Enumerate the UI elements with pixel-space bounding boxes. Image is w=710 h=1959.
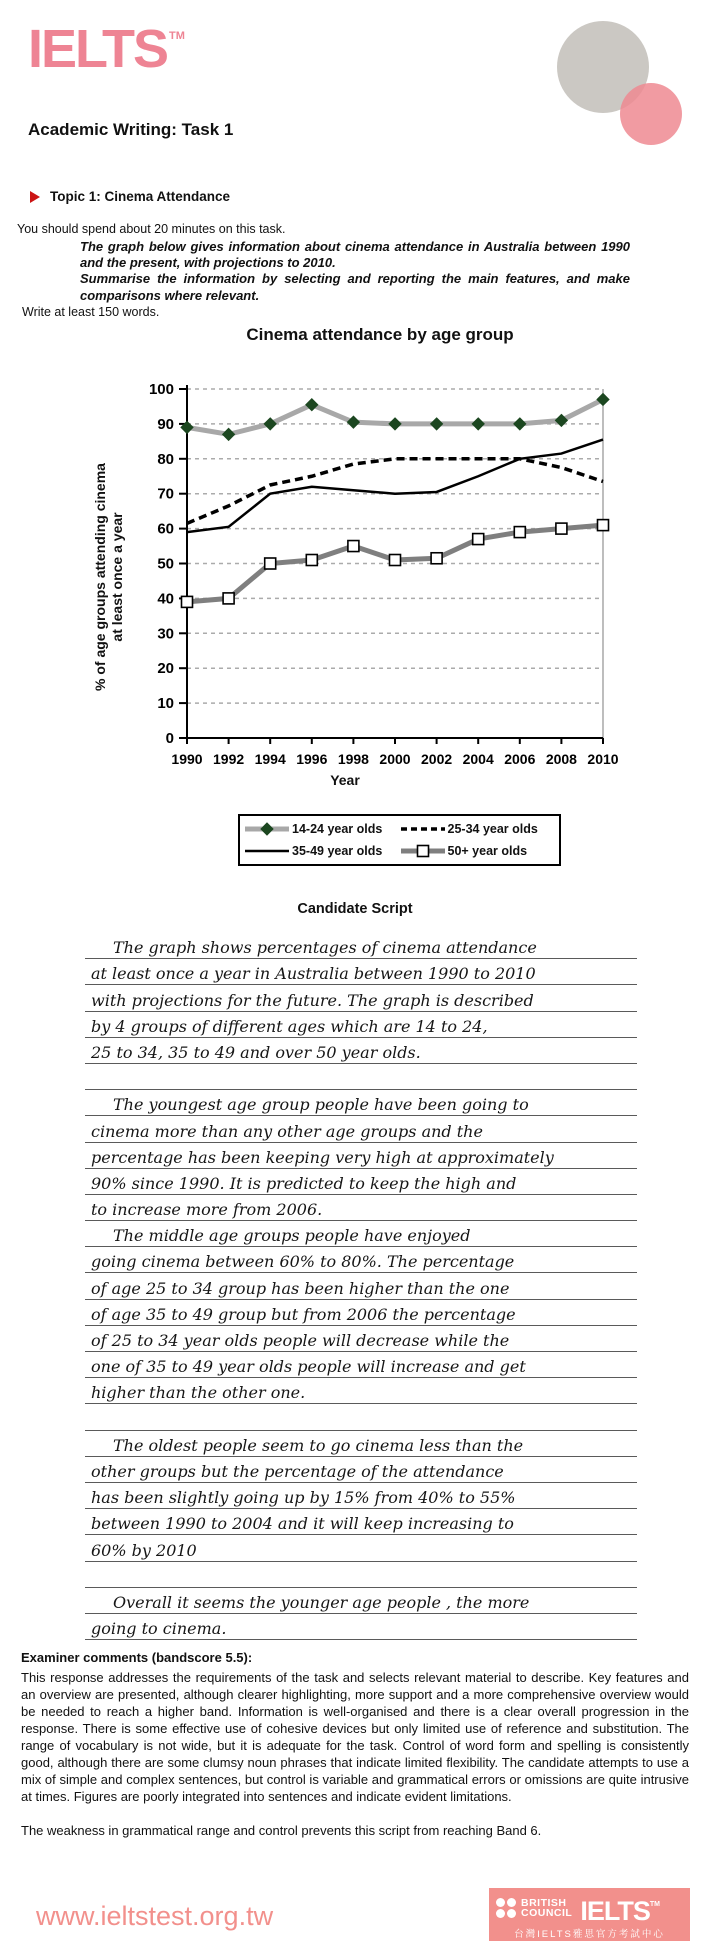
handwritten-line: one of 35 to 49 year olds people will increase and get (85, 1352, 637, 1378)
legend-swatch-icon (244, 821, 290, 837)
examiner-conclusion: The weakness in grammatical range and control prevents this script from reaching Band 6. (21, 1823, 542, 1838)
svg-text:1994: 1994 (254, 751, 286, 767)
svg-text:1990: 1990 (171, 751, 203, 767)
handwritten-line: The middle age groups people have enjoyed (85, 1221, 637, 1247)
series-25-34-year-olds (187, 459, 603, 524)
examiner-heading: Examiner comments (bandscore 5.5): (21, 1650, 253, 1665)
handwritten-line: of age 25 to 34 group has been higher than the one (85, 1273, 637, 1299)
ielts-logo-text: IELTS (28, 19, 168, 79)
svg-text:90: 90 (157, 415, 174, 433)
handwritten-line: other groups but the percentage of the attendance (85, 1457, 637, 1483)
handwritten-line: cinema more than any other age groups and the (85, 1116, 637, 1142)
svg-text:100: 100 (148, 381, 174, 398)
handwritten-line: 60% by 2010 (85, 1535, 637, 1561)
svg-text:1998: 1998 (337, 751, 369, 767)
legend-item (244, 818, 400, 840)
x-axis-title: Year (330, 772, 360, 788)
handwritten-line: by 4 groups of different ages which are 14 to 24, (85, 1012, 637, 1038)
svg-text:30: 30 (157, 625, 174, 643)
svg-text:0: 0 (165, 730, 174, 747)
bc-chinese-caption: 台灣IELTS雅思官方考試中心 (514, 1929, 665, 1940)
handwritten-line: going to cinema. (85, 1614, 637, 1640)
examiner-body: This response addresses the requirements of the task and selects relevant material to describe. Key features and an overview are presented, although clearer highlighting, more support and a more comprehensive overview would be needed to reach a higher band. Information is well-organised and there is a clear overall progression in the response. There is some effective use of cohesive devices but only limited use of reference and substitution. The range of vocabulary is not wide, but it is adequate for the task. Control of word form and spelling is consistently good, although there are some clumsy noun phrases that indicate limited flexibility. The candidate attempts to use a mix of simple and complex sentences, but control is variable and grammatical errors or omissions are quite intrusive at times. Figures are poorly integrated into sentences and indicate evident limitations. (21, 1670, 689, 1804)
task-prompt-2: Summarise the information by selecting and reporting the main features, and make comparisons where relevant. (80, 271, 630, 303)
svg-text:40: 40 (157, 590, 174, 608)
chart-plot (80, 340, 620, 772)
handwritten-line: 25 to 34, 35 to 49 and over 50 year olds. (85, 1038, 637, 1064)
candidate-script-heading: Candidate Script (297, 901, 413, 917)
svg-text:60: 60 (157, 520, 174, 538)
task-prompt-1: The graph below gives information about cinema attendance in Australia between 1990 and the present, with projections to 2010. (80, 239, 630, 271)
svg-text:1996: 1996 (296, 751, 328, 767)
british-council-dots-icon (496, 1898, 516, 1918)
svg-text:10: 10 (157, 695, 174, 713)
svg-text:2004: 2004 (462, 751, 494, 767)
handwritten-line (85, 1404, 637, 1430)
bc-logo-top-row (496, 1893, 683, 1926)
svg-text:50: 50 (157, 555, 174, 573)
footer-ielts-wordmark: IELTS™ (580, 1896, 660, 1926)
topic-arrow-icon (30, 191, 40, 203)
handwritten-line (85, 1562, 637, 1588)
chart-area (80, 340, 620, 772)
handwritten-line: higher than the other one. (85, 1378, 637, 1404)
svg-text:20: 20 (157, 660, 174, 678)
topic-label: Topic 1: Cinema Attendance (50, 189, 231, 204)
legend-item (400, 818, 556, 840)
british-council-ielts-logo (489, 1888, 690, 1941)
legend-label: 14-24 year olds (292, 822, 383, 836)
handwritten-line: between 1990 to 2004 and it will keep increasing to (85, 1509, 637, 1535)
legend-swatch-icon (400, 843, 446, 859)
legend-label: 50+ year olds (447, 844, 528, 858)
topic-row (30, 189, 230, 204)
legend-swatch-icon (400, 821, 446, 837)
legend-label: 25-34 year olds (447, 822, 538, 836)
handwritten-line: The oldest people seem to go cinema less than the (85, 1431, 637, 1457)
handwritten-line: has been slightly going up by 15% from 40% to 55% (85, 1483, 637, 1509)
chart-legend (238, 814, 561, 866)
handwritten-line: of age 35 to 49 group but from 2006 the percentage (85, 1300, 637, 1326)
svg-text:2002: 2002 (421, 751, 453, 767)
candidate-script-body (85, 933, 637, 1640)
y-axis-title: % of age groups attending cinema at least once a year (92, 463, 125, 691)
page-title: Academic Writing: Task 1 (28, 120, 234, 139)
svg-text:2006: 2006 (504, 751, 536, 767)
handwritten-line: with projections for the future. The graph is described (85, 985, 637, 1011)
handwritten-line: of 25 to 34 year olds people will decrease while the (85, 1326, 637, 1352)
svg-text:2000: 2000 (379, 751, 411, 767)
task-prompt (80, 239, 630, 304)
svg-text:80: 80 (157, 450, 174, 468)
footer-url-link[interactable]: www.ieltstest.org.tw (36, 1901, 274, 1931)
series-14-24-year-olds (181, 393, 609, 440)
handwritten-line: to increase more from 2006. (85, 1195, 637, 1221)
handwritten-line: The graph shows percentages of cinema attendance (85, 933, 637, 959)
series-35-49-year-olds (187, 440, 603, 532)
legend-swatch-icon (244, 843, 290, 859)
british-council-name: BRITISH COUNCIL (521, 1896, 573, 1919)
legend-label: 35-49 year olds (292, 844, 383, 858)
svg-text:1992: 1992 (213, 751, 245, 767)
handwritten-line (85, 1064, 637, 1090)
legend-item (244, 840, 400, 862)
handwritten-line: at least once a year in Australia between 1990 to 2010 (85, 959, 637, 985)
handwritten-line: percentage has been keeping very high at approximately (85, 1143, 637, 1169)
chart-title: Cinema attendance by age group (246, 325, 514, 344)
handwritten-line: The youngest age group people have been going to (85, 1090, 637, 1116)
trademark-icon: TM (169, 30, 185, 42)
handwritten-line: going cinema between 60% to 80%. The percentage (85, 1247, 637, 1273)
trademark-icon: TM (649, 1901, 660, 1908)
handwritten-line: Overall it seems the younger age people , the more (85, 1588, 637, 1614)
svg-text:70: 70 (157, 485, 174, 503)
svg-text:2010: 2010 (587, 751, 619, 767)
legend-item (400, 840, 556, 862)
word-count-note: Write at least 150 words. (22, 305, 160, 319)
ielts-logo (28, 19, 185, 79)
decorative-circle-pink (620, 83, 682, 145)
handwritten-line: 90% since 1990. It is predicted to keep the high and (85, 1169, 637, 1195)
time-note: You should spend about 20 minutes on this task. (17, 222, 286, 236)
svg-text:2008: 2008 (545, 751, 577, 767)
